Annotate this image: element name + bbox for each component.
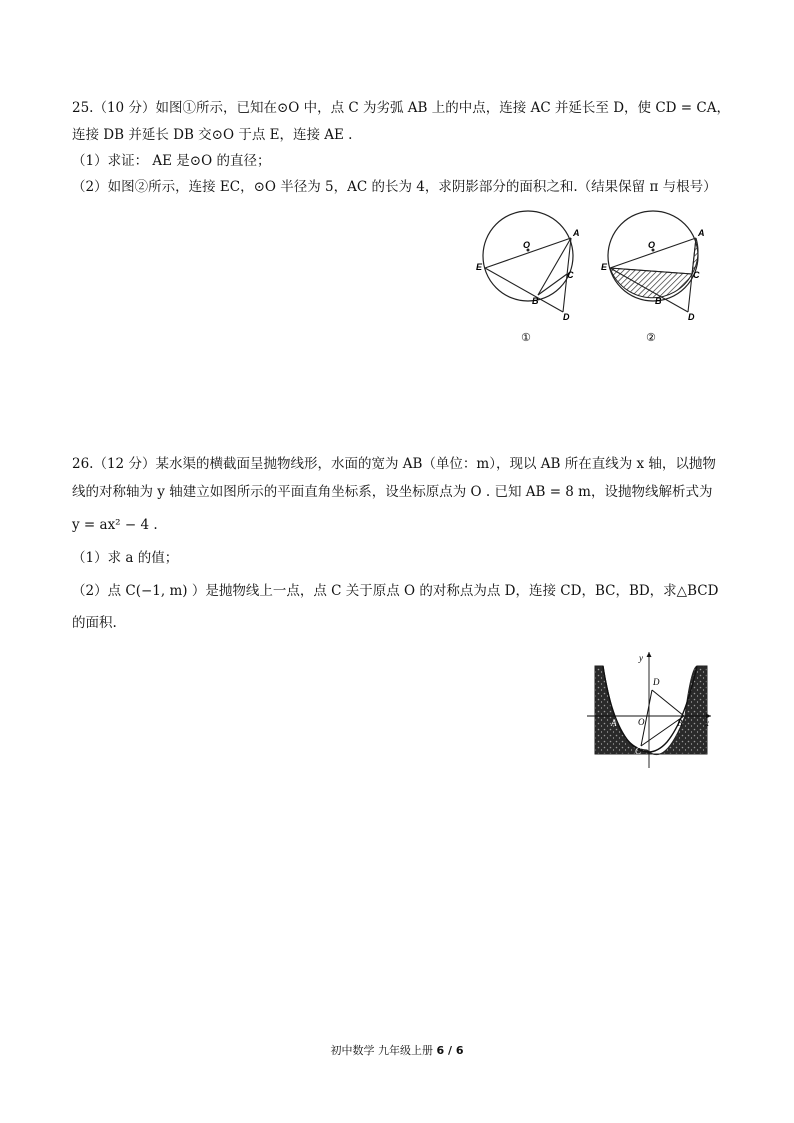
fig1-label-a: A [573, 228, 580, 238]
fig2-label-b: B [655, 296, 662, 306]
fig2-label-c: C [693, 270, 700, 280]
q26-label-c: C [635, 746, 642, 756]
q25-part1: （1）求证： AE 是⊙O 的直径； [72, 153, 271, 169]
fig1-label-b: B [532, 296, 539, 306]
q25-figure-1 [470, 208, 590, 348]
fig2-label-o: O [648, 240, 656, 250]
footer-page-number: 6 / 6 [436, 1044, 464, 1057]
q26-line3: y = ax² − 4 . [72, 517, 158, 533]
q26-line2: 线的对称轴为 y 轴建立如图所示的平面直角坐标系，设坐标原点为 O . 已知 AB = 8 m，设抛物线解析式为 [72, 484, 713, 500]
fig1-caption: ① [521, 331, 531, 344]
q26-label-d: D [653, 677, 660, 687]
q25-line2: 连接 DB 并延长 DB 交⊙O 于点 E，连接 AE . [72, 127, 353, 143]
fig2-label-d: D [688, 312, 695, 322]
q25-line1: 25.（10 分）如图①所示，已知在⊙O 中，点 C 为劣弧 AB 上的中点，连接 AC 并延长至 D，使 CD = CA， [72, 100, 730, 116]
page-footer [0, 1042, 794, 1058]
q25-part2: （2）如图②所示，连接 EC，⊙O 半径为 5，AC 的长为 4，求阴影部分的面积之和.（结果保留 π 与根号） [72, 179, 717, 195]
q26-label-x: x [705, 718, 709, 728]
fig1-label-d: D [563, 312, 570, 322]
q26-part2a: （2）点 C(−1, m) ）是抛物线上一点，点 C 关于原点 O 的对称点为点 D，连接 CD，BC，BD，求△BCD [72, 583, 719, 599]
fig1-label-e: E [476, 262, 483, 272]
q26-part2b: 的面积. [72, 615, 117, 631]
q26-label-o: O [638, 717, 645, 727]
q25-figure-2 [595, 208, 715, 348]
q26-parabola-figure [585, 650, 715, 770]
fig2-caption: ② [646, 331, 656, 344]
q26-label-a: A [611, 718, 617, 728]
q26-label-y: y [639, 653, 643, 663]
fig2-label-a: A [698, 228, 705, 238]
fig1-label-o: O [523, 240, 531, 250]
fig2-label-e: E [601, 262, 608, 272]
q26-label-b: B [677, 718, 683, 728]
footer-text: 初中数学 九年级上册 [330, 1044, 433, 1057]
q26-line1: 26.（12 分）某水渠的横截面呈抛物线形，水面的宽为 AB（单位：m），现以 AB 所在直线为 x 轴，以抛物 [72, 456, 716, 472]
q26-part1: （1）求 a 的值； [72, 550, 179, 566]
fig1-label-c: C [567, 270, 574, 280]
